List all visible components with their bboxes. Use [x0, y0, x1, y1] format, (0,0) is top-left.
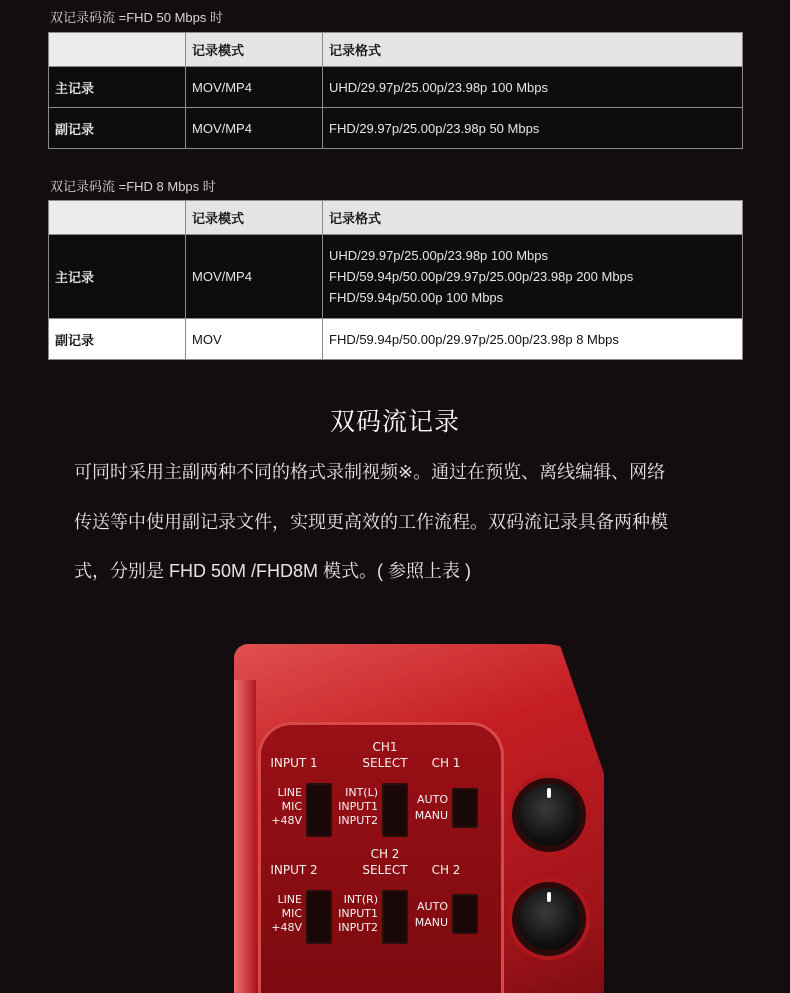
- paragraph-line: 式，分别是 FHD 50M /FHD8M 模式。( 参照上表 ): [74, 561, 472, 581]
- select2-option-input2: INPUT2: [338, 921, 378, 934]
- format-line: FHD/59.94p/50.00p 100 Mbps: [329, 290, 504, 305]
- input2-option-48v: +48V: [271, 921, 302, 934]
- row-label: 主记录: [49, 67, 186, 108]
- table2-header-format: 记录格式: [323, 201, 743, 235]
- select1-option-int: INT(L): [345, 786, 378, 799]
- ch2-label: CH 2: [431, 863, 461, 877]
- format-line: FHD/59.94p/50.00p/29.97p/25.00p/23.98p 200 Mbps: [329, 269, 634, 284]
- select2-option-int: INT(R): [343, 893, 378, 906]
- table1-header-format: 记录格式: [323, 33, 743, 67]
- table2-header-mode: 记录模式: [186, 201, 323, 235]
- input1-option-48v: +48V: [271, 814, 302, 827]
- table1-header-row: [49, 33, 743, 67]
- table2: [48, 200, 743, 360]
- ch1-label: CH 1: [431, 756, 461, 770]
- row-format: FHD/29.97p/25.00p/23.98p 50 Mbps: [323, 108, 743, 149]
- ch2-select-label-bottom: SELECT: [362, 863, 408, 877]
- knob-indicator: [547, 892, 551, 902]
- table2-header-row: [49, 201, 743, 235]
- row-format: FHD/59.94p/50.00p/29.97p/25.00p/23.98p 8 Mbps: [323, 319, 743, 360]
- ch1-level-knob[interactable]: [512, 778, 586, 852]
- table1-header-blank: [49, 33, 186, 67]
- camera-edge: [234, 680, 256, 993]
- ch2-option-auto: AUTO: [417, 900, 448, 913]
- row-mode: MOV/MP4: [186, 108, 323, 149]
- format-line: UHD/29.97p/25.00p/23.98p 100 Mbps: [329, 248, 548, 263]
- ch2-select-label-top: CH 2: [370, 847, 400, 861]
- ch2-mode-switch[interactable]: [452, 894, 478, 934]
- camera-audio-panel: [230, 640, 610, 993]
- row-format: UHD/29.97p/25.00p/23.98p 100 Mbps: [323, 67, 743, 108]
- knob-indicator: [547, 788, 551, 798]
- select1-option-input2: INPUT2: [338, 814, 378, 827]
- ch1-select-switch[interactable]: [382, 783, 408, 837]
- input2-option-mic: MIC: [281, 907, 302, 920]
- row-label: 副记录: [49, 108, 186, 149]
- ch1-option-manu: MANU: [414, 809, 448, 822]
- ch2-level-knob[interactable]: [512, 882, 586, 956]
- table1: [48, 32, 743, 149]
- row-mode: MOV: [186, 319, 323, 360]
- table-row: [49, 67, 743, 108]
- table1-header-mode: 记录模式: [186, 33, 323, 67]
- input1-option-line: LINE: [277, 786, 302, 799]
- select2-option-input1: INPUT1: [338, 907, 378, 920]
- ch1-mode-switch[interactable]: [452, 788, 478, 828]
- table2-caption: 双记录码流 =FHD 8 Mbps 时: [50, 179, 216, 194]
- paragraph-line: 可同时采用主副两种不同的格式录制视频※。通过在预览、离线编辑、网络: [74, 462, 666, 482]
- table-row: [49, 108, 743, 149]
- input2-option-line: LINE: [277, 893, 302, 906]
- section-title: 双码流记录: [329, 408, 460, 436]
- ch1-select-label-top: CH1: [372, 740, 398, 754]
- ch2-option-manu: MANU: [414, 916, 448, 929]
- row-label: 主记录: [49, 235, 186, 319]
- input1-option-mic: MIC: [281, 800, 302, 813]
- input2-label: INPUT 2: [270, 863, 318, 877]
- ch1-select-label-bottom: SELECT: [362, 756, 408, 770]
- row-mode: MOV/MP4: [186, 235, 323, 319]
- input1-label: INPUT 1: [270, 756, 318, 770]
- row-label: 副记录: [49, 319, 186, 360]
- select1-option-input1: INPUT1: [338, 800, 378, 813]
- table1-caption: 双记录码流 =FHD 50 Mbps 时: [50, 10, 224, 25]
- row-mode: MOV/MP4: [186, 67, 323, 108]
- row-format: [323, 235, 743, 319]
- table2-header-blank: [49, 201, 186, 235]
- ch1-option-auto: AUTO: [417, 793, 448, 806]
- ch2-select-switch[interactable]: [382, 890, 408, 944]
- table-row: [49, 235, 743, 319]
- table-row: [49, 319, 743, 360]
- paragraph-line: 传送等中使用副记录文件，实现更高效的工作流程。双码流记录具备两种模: [74, 512, 668, 532]
